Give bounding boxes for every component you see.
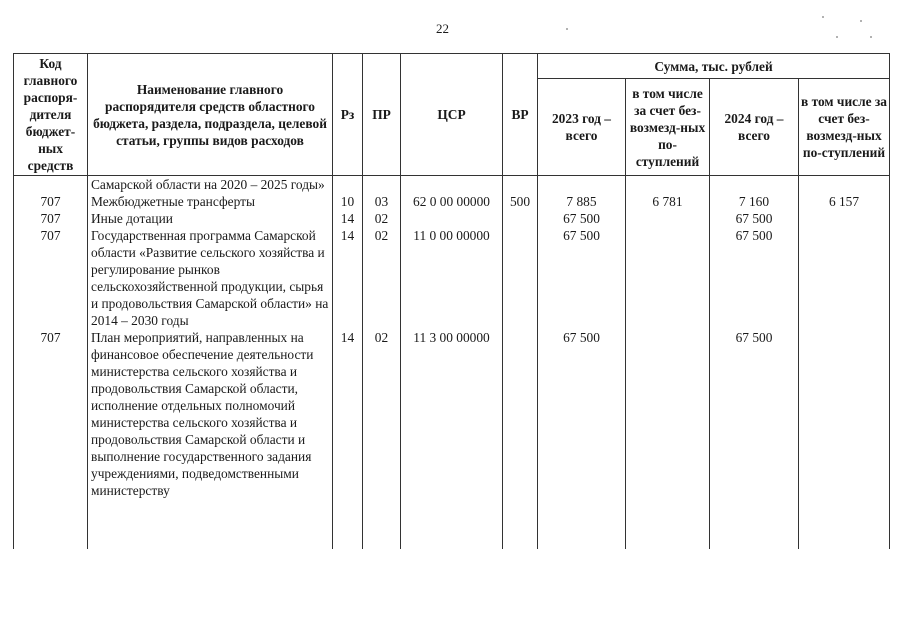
cell-name: Государственная программа Самарской области «Развитие сельского хозяйства и регулирование рынков сельскохозяйственной продукции, сырья и продовольствия Самарской области» на 2014 – 2030 годы (88, 227, 333, 329)
header-2024-total: 2024 год – всего (710, 79, 799, 176)
cell-code: 707 (14, 227, 88, 329)
cell-code: 707 (14, 210, 88, 227)
page-number: 22 (436, 21, 449, 36)
cell-2024-free (799, 227, 890, 329)
cell-2024-total: 67 500 (710, 227, 799, 329)
cell-2023-total: 67 500 (538, 227, 626, 329)
header-code: Код главного распоря-дителя бюджет-ных средств (14, 54, 88, 176)
cell-2024-free: 6 157 (799, 193, 890, 210)
cell-2023-free (626, 210, 710, 227)
cell-vr (503, 329, 538, 549)
header-2024-free: в том числе за счет без-возмезд-ных по-ступлений (799, 79, 890, 176)
cell-csr (401, 210, 503, 227)
cell-2023-free (626, 227, 710, 329)
cell-csr (401, 176, 503, 194)
cell-name-continuation: Самарской области на 2020 – 2025 годы» (88, 176, 333, 194)
cell-code (14, 176, 88, 194)
budget-table (13, 53, 890, 549)
cell-rz: 10 (333, 193, 363, 210)
cell-csr: 62 0 00 00000 (401, 193, 503, 210)
scan-speck (822, 16, 824, 18)
cell-2024-free (799, 176, 890, 194)
header-2023-free: в том числе за счет без-возмезд-ных по-ступлений (626, 79, 710, 176)
cell-pr: 02 (363, 210, 401, 227)
cell-2023-total: 67 500 (538, 210, 626, 227)
table-header (14, 54, 890, 176)
table-row (14, 329, 890, 549)
table-body (14, 176, 890, 550)
cell-code: 707 (14, 193, 88, 210)
cell-2024-total: 67 500 (710, 210, 799, 227)
cell-2023-total: 67 500 (538, 329, 626, 549)
cell-vr (503, 210, 538, 227)
table-row (14, 227, 890, 329)
cell-code: 707 (14, 329, 88, 549)
scan-speck (860, 20, 862, 22)
header-sum: Сумма, тыс. рублей (538, 54, 890, 79)
cell-2023-free (626, 176, 710, 194)
cell-vr (503, 176, 538, 194)
cell-2024-free (799, 329, 890, 549)
cell-name: Межбюджетные трансферты (88, 193, 333, 210)
cell-2024-total (710, 176, 799, 194)
header-csr: ЦСР (401, 54, 503, 176)
cell-rz: 14 (333, 329, 363, 549)
header-pr: ПР (363, 54, 401, 176)
cell-2023-total: 7 885 (538, 193, 626, 210)
cell-csr: 11 3 00 00000 (401, 329, 503, 549)
cell-2024-total: 67 500 (710, 329, 799, 549)
header-name: Наименование главного распорядителя средств областного бюджета, раздела, подраздела, целевой статьи, группы видов расходов (88, 54, 333, 176)
cell-rz (333, 176, 363, 194)
cell-pr: 02 (363, 227, 401, 329)
table-row-continuation (14, 176, 890, 194)
cell-vr: 500 (503, 193, 538, 210)
cell-csr: 11 0 00 00000 (401, 227, 503, 329)
scan-speck (870, 36, 872, 38)
header-2023-total: 2023 год – всего (538, 79, 626, 176)
cell-name: План мероприятий, направленных на финансовое обеспечение деятельности министерства сельского хозяйства и продовольствия Самарской области, исполнение отдельных полномочий министерства сельского хозяйства и продовольствия Самарской области и выполнение государственного задания учреждениями, подведомственными министерству (88, 329, 333, 549)
cell-pr: 02 (363, 329, 401, 549)
cell-2024-free (799, 210, 890, 227)
cell-name: Иные дотации (88, 210, 333, 227)
header-rz: Рз (333, 54, 363, 176)
cell-rz: 14 (333, 210, 363, 227)
cell-pr: 03 (363, 193, 401, 210)
cell-vr (503, 227, 538, 329)
header-vr: ВР (503, 54, 538, 176)
cell-2023-free (626, 329, 710, 549)
cell-2023-total (538, 176, 626, 194)
scan-speck (566, 28, 568, 30)
cell-2024-total: 7 160 (710, 193, 799, 210)
cell-rz: 14 (333, 227, 363, 329)
table-row (14, 193, 890, 210)
scan-speck (836, 36, 838, 38)
table-row (14, 210, 890, 227)
cell-pr (363, 176, 401, 194)
cell-2023-free: 6 781 (626, 193, 710, 210)
